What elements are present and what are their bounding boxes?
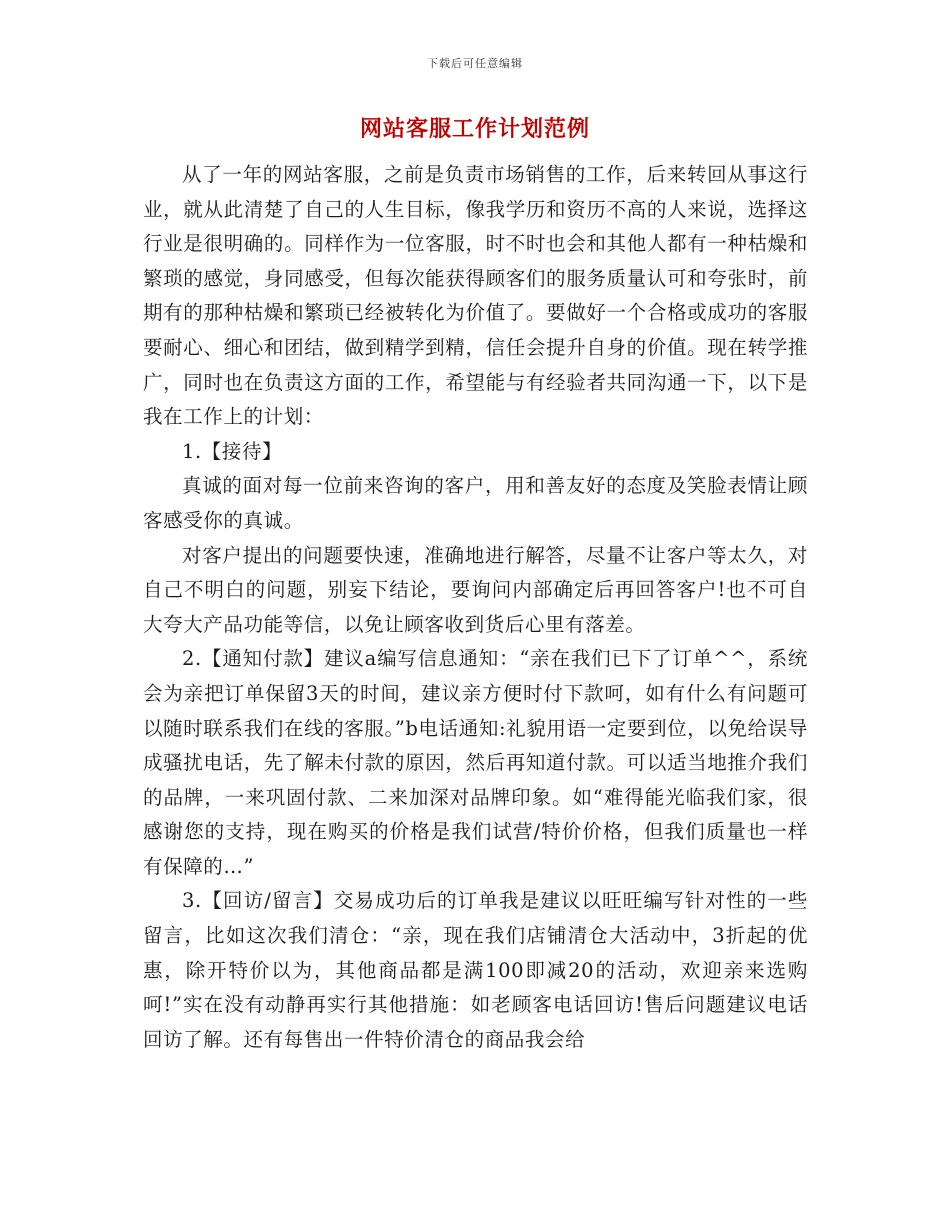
paragraph-sincerity: 真诚的面对每一位前来咨询的客户，用和善友好的态度及笑脸表情让顾客感受你的真诚。 xyxy=(143,474,808,532)
section-heading-reception: 1.【接待】 xyxy=(182,439,283,463)
paragraph-payment-notice: 2.【通知付款】建议a编写信息通知：“亲在我们已下了订单^^，系统会为亲把订单保留3天的时间，建议亲方便时付下款呵，如有什么有问题可以随时联系我们在线的客服。”b电话通知:礼貌用语一定要到位，以免给误导成骚扰电话，先了解未付款的原因，然后再知道付款。可以适当地推介我们的品牌，一来巩固付款、二来加深对品牌印象。如“难得能光临我们家，很感谢您的支持，现在购买的价格是我们试营/特价价格，但我们质量也一样有保障的…” xyxy=(143,647,808,878)
header-note: 下载后可任意编辑 xyxy=(427,57,523,70)
document-body xyxy=(143,158,808,1057)
paragraph-answer-questions: 对客户提出的问题要快速，准确地进行解答，尽量不让客户等太久，对自己不明白的问题，别妄下结论，要询问内部确定后再回答客户!也不可自大夸大产品功能等信，以免让顾客收到货后心里有落差。 xyxy=(143,543,808,636)
paragraph-follow-up: 3.【回访/留言】交易成功后的订单我是建议以旺旺编写针对性的一些留言，比如这次我们清仓：“亲，现在我们店铺清仓大活动中，3折起的优惠，除开特价以为，其他商品都是满100即减20的活动，欢迎亲来选购呵!”实在没有动静再实行其他措施：如老顾客电话回访!售后问题建议电话回访了解。还有每售出一件特价清仓的商品我会给 xyxy=(143,889,808,1051)
paragraph-intro: 从了一年的网站客服，之前是负责市场销售的工作，后来转回从事这行业，就从此清楚了自己的人生目标，像我学历和资历不高的人来说，选择这行业是很明确的。同样作为一位客服，时不时也会和其他人都有一种枯燥和繁琐的感觉，身同感受，但每次能获得顾客们的服务质量认可和夸张时，前期有的那种枯燥和繁琐已经被转化为价值了。要做好一个合格或成功的客服要耐心、细心和团结，做到精学到精，信任会提升自身的价值。现在转学推广，同时也在负责这方面的工作，希望能与有经验者共同沟通一下，以下是我在工作上的计划： xyxy=(143,163,808,429)
document-title: 网站客服工作计划范例 xyxy=(359,116,590,142)
